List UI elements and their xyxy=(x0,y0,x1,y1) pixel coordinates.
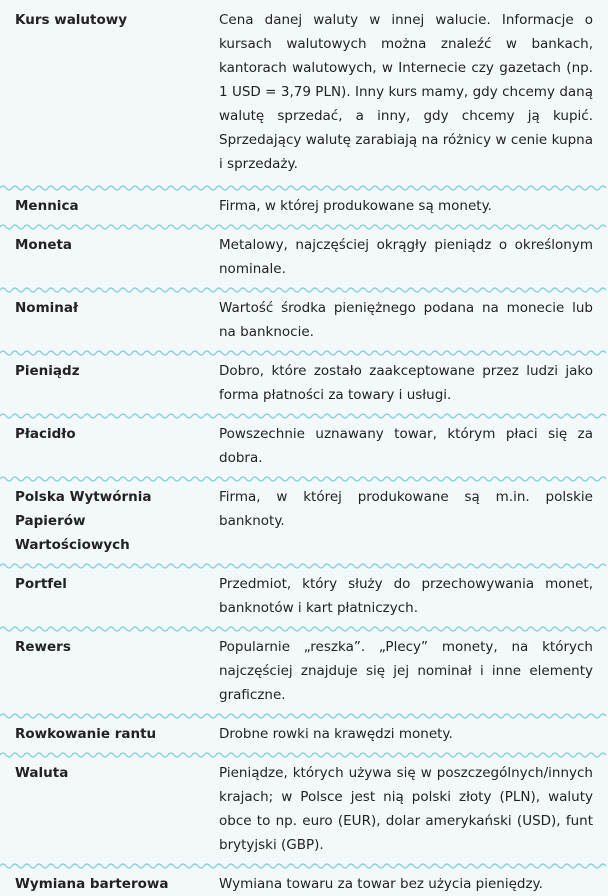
term: Waluta xyxy=(15,765,69,781)
wavy-divider xyxy=(0,221,608,233)
wavy-divider xyxy=(0,749,608,761)
term: Płacidło xyxy=(15,426,76,442)
definition: Dobro, które zostało zaakceptowane przez ludzi jako forma płatności za towary i usługi. xyxy=(219,363,593,403)
term: Nominał xyxy=(15,300,78,316)
wavy-divider xyxy=(0,623,608,635)
wavy-divider xyxy=(0,710,608,722)
glossary-entry-placidlo xyxy=(0,422,608,470)
glossary-entry-rewers xyxy=(0,635,608,707)
wavy-divider xyxy=(0,182,608,194)
glossary-entry-kurs-walutowy xyxy=(0,0,608,176)
wavy-divider xyxy=(0,560,608,572)
definition: Firma, w której produkowane są monety. xyxy=(219,198,492,214)
wavy-divider xyxy=(0,410,608,422)
wavy-divider xyxy=(0,284,608,296)
term: Rowkowanie rantu xyxy=(15,726,157,742)
term: Mennica xyxy=(15,198,79,214)
wavy-divider xyxy=(0,347,608,359)
glossary-entry-wymiana-barterowa xyxy=(0,872,608,896)
definition: Cena danej waluty w innej walucie. Informacje o kursach walutowych można znaleźć w bankach, kantorach walutowych, w Internecie czy gazetach (np. 1 USD = 3,79 PLN). Inny kurs mamy, gdy chcemy daną walutę sprzedać, a inny, gdy chcemy ją kupić. Sprzedający walutę zarabiają na różnicy w cenie kupna i sprzedaży. xyxy=(219,12,593,172)
term: Moneta xyxy=(15,237,73,253)
definition: Przedmiot, który służy do przechowywania monet, banknotów i kart płatniczych. xyxy=(219,576,593,616)
glossary-entry-rowkowanie-rantu xyxy=(0,722,608,746)
glossary-entry-moneta xyxy=(0,233,608,281)
term: Portfel xyxy=(15,576,67,592)
term: Polska Wytwórnia Papierów Wartościowych xyxy=(15,489,152,553)
definition: Popularnie „reszka”. „Plecy” monety, na których najczęściej znajduje się jej nominał i inne elementy graficzne. xyxy=(219,639,593,703)
definition: Wartość środka pieniężnego podana na monecie lub na banknocie. xyxy=(219,300,593,340)
glossary-entry-portfel xyxy=(0,572,608,620)
term: Pieniądz xyxy=(15,363,80,379)
definition: Powszechnie uznawany towar, którym płaci się za dobra. xyxy=(219,426,593,466)
glossary-entry-pieniadz xyxy=(0,359,608,407)
definition: Firma, w której produkowane są m.in. polskie banknoty. xyxy=(219,489,593,529)
glossary-entry-nominal xyxy=(0,296,608,344)
glossary-entry-pwpw xyxy=(0,485,608,557)
definition: Drobne rowki na krawędzi monety. xyxy=(219,726,453,742)
term: Kurs walutowy xyxy=(15,12,128,28)
term: Wymiana barterowa xyxy=(15,876,169,892)
wavy-divider xyxy=(0,860,608,872)
term: Rewers xyxy=(15,639,71,655)
definition: Pieniądze, których używa się w poszczególnych/innych krajach; w Polsce jest nią polski złoty (PLN), waluty obce to np. euro (EUR), dolar amerykański (USD), funt brytyjski (GBP). xyxy=(219,765,593,853)
wavy-divider xyxy=(0,473,608,485)
definition: Metalowy, najczęściej okrągły pieniądz o określonym nominale. xyxy=(219,237,593,277)
glossary-entry-mennica xyxy=(0,194,608,218)
glossary-entry-waluta xyxy=(0,761,608,857)
definition: Wymiana towaru za towar bez użycia pieniędzy. xyxy=(219,876,543,892)
